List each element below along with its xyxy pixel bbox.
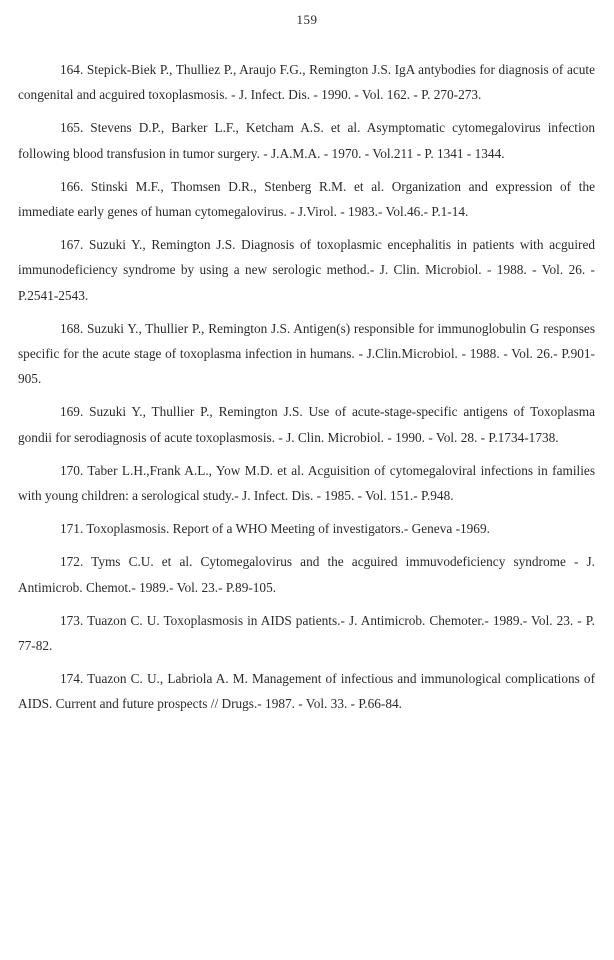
reference-item: 165. Stevens D.P., Barker L.F., Ketcham A.S. et al. Asymptomatic cytomegalovirus infection following blood transfusion in tumor surgery. - J.A.M.A. - 1970. - Vol.211 - P. 1341 - 1344.	[18, 120, 595, 161]
reference-item: 166. Stinski M.F., Thomsen D.R., Stenberg R.M. et al. Organization and expression of the immediate early genes of human cytomegalovirus. - J.Virol. - 1983.- Vol.46.- P.1-14.	[18, 178, 595, 220]
reference-item: 164. Stepick-Biek P., Thulliez P., Araujo F.G., Remington J.S. IgA antybodies for diagnosis of acute congenital and acguired toxoplasmosis. - J. Infect. Dis. - 1990. - Vol. 162. - P. 270-273.	[18, 62, 595, 103]
page-number: 159	[296, 12, 318, 27]
reference-item: 168. Suzuki Y., Thullier P., Remington J.S. Antigen(s) responsible for immunoglobulin G responses specific for the acute stage of toxoplasma infection in humans. - J.Clin.Microbiol. - 1988. - Vol. 26.- P.901-905.	[18, 320, 595, 387]
reference-list	[18, 57, 595, 725]
reference-item: 172. Tyms C.U. et al. Cytomegalovirus and the acguired immuvodeficiency syndrome - J. Antimicrob. Chemot.- 1989.- Vol. 23.- P.89-105.	[18, 554, 595, 595]
reference-item: 174. Tuazon C. U., Labriola A. M. Management of infectious and immunological complications of AIDS. Current and future prospects // Drugs.- 1987. - Vol. 33. - P.66-84.	[18, 671, 595, 712]
reference-item: 171. Toxoplasmosis. Report of a WHO Meeting of investigators.- Geneva -1969.	[60, 521, 490, 537]
reference-item: 173. Tuazon C. U. Toxoplasmosis in AIDS patients.- J. Antimicrob. Chemoter.- 1989.- Vol. 23. - P. 77-82.	[18, 612, 595, 654]
reference-item: 169. Suzuki Y., Thullier P., Remington J.S. Use of acute-stage-specific antigens of Toxoplasma gondii for serodiagnosis of acute toxoplasmosis. - J. Clin. Microbiol. - 1990. - Vol. 28. - P.1734-1738.	[18, 404, 595, 445]
reference-item: 167. Suzuki Y., Remington J.S. Diagnosis of toxoplasmic encephalitis in patients with acguired immunodeficiency syndrome by using a new serologic method.- J. Clin. Microbiol. - 1988. - Vol. 26. - P.2541-2543.	[18, 237, 595, 303]
reference-item: 170. Taber L.H.,Frank A.L., Yow M.D. et al. Acguisition of cytomegaloviral infections in families with young children: a serological study.- J. Infect. Dis. - 1985. - Vol. 151.- P.948.	[18, 462, 595, 504]
